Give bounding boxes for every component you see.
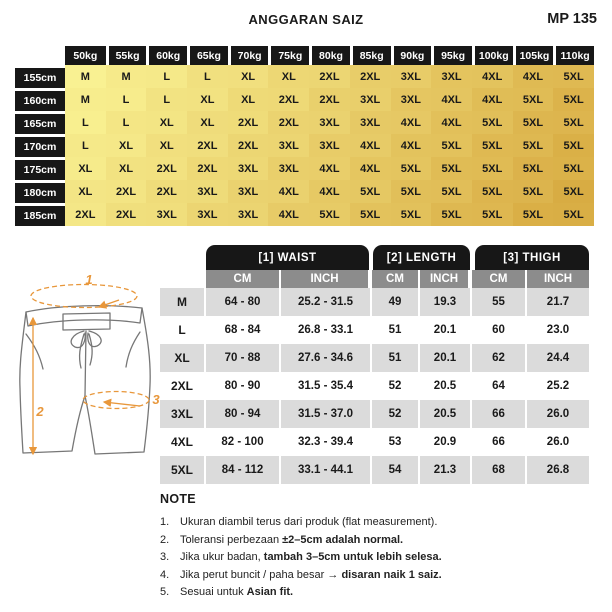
waist-ellipse bbox=[31, 285, 137, 308]
height-header: 180cm bbox=[15, 180, 65, 203]
size-cell: 5XL bbox=[472, 134, 513, 157]
measurement-value: 20.1 bbox=[420, 344, 472, 372]
measurement-value: 24.4 bbox=[527, 344, 589, 372]
size-cell: XL bbox=[146, 134, 187, 157]
size-cell: 3XL bbox=[228, 157, 269, 180]
callout-2: 2 bbox=[36, 404, 44, 419]
height-header: 160cm bbox=[15, 88, 65, 111]
size-cell: 2XL bbox=[146, 180, 187, 203]
measurement-value: 66 bbox=[472, 428, 527, 456]
measurement-value: 25.2 - 31.5 bbox=[281, 288, 372, 316]
size-cell: 3XL bbox=[268, 157, 309, 180]
unit-header-thigh-inch: INCH bbox=[527, 270, 589, 288]
size-cell: XL bbox=[106, 157, 147, 180]
size-label: 5XL bbox=[160, 456, 206, 484]
note-section bbox=[160, 492, 605, 602]
measurement-value: 66 bbox=[472, 400, 527, 428]
size-cell: 5XL bbox=[309, 203, 350, 226]
note-item-number: 1. bbox=[160, 516, 170, 528]
size-cell: M bbox=[106, 65, 147, 88]
measurement-value: 68 - 84 bbox=[206, 316, 281, 344]
right-pocket bbox=[126, 332, 140, 367]
weight-header: 65kg bbox=[187, 46, 228, 65]
measurement-value: 64 bbox=[472, 372, 527, 400]
size-cell: 4XL bbox=[350, 134, 391, 157]
size-cell: XL bbox=[146, 111, 187, 134]
measurement-value: 51 bbox=[372, 344, 420, 372]
weight-header: 50kg bbox=[65, 46, 106, 65]
size-cell: 4XL bbox=[309, 180, 350, 203]
height-header: 175cm bbox=[15, 157, 65, 180]
height-header: 165cm bbox=[15, 111, 65, 134]
measurement-value: 26.8 bbox=[527, 456, 589, 484]
left-pocket bbox=[26, 334, 43, 369]
size-cell: 2XL bbox=[268, 88, 309, 111]
note-item-text-bold: tambah 3–5cm untuk lebih selesa. bbox=[263, 551, 442, 563]
size-cell: 5XL bbox=[553, 111, 594, 134]
shorts-diagram bbox=[13, 250, 163, 472]
note-item-text-regular: Jika perut buncit / paha besar → bbox=[180, 568, 342, 581]
note-item-text bbox=[180, 514, 437, 532]
measurement-value: 53 bbox=[372, 428, 420, 456]
measurement-value: 80 - 94 bbox=[206, 400, 281, 428]
weight-header: 80kg bbox=[309, 46, 350, 65]
size-cell: 2XL bbox=[228, 111, 269, 134]
size-cell: 5XL bbox=[350, 203, 391, 226]
size-cell: 5XL bbox=[553, 65, 594, 88]
note-item-text-regular: Toleransi perbezaan bbox=[180, 533, 283, 546]
length-group-header: [2] LENGTH bbox=[373, 245, 470, 270]
size-cell: 2XL bbox=[309, 65, 350, 88]
size-cell: 3XL bbox=[228, 203, 269, 226]
size-cell: 5XL bbox=[513, 111, 554, 134]
size-cell: 4XL bbox=[309, 157, 350, 180]
unit-header-length-inch: INCH bbox=[420, 270, 472, 288]
size-cell: 3XL bbox=[228, 180, 269, 203]
size-cell: 5XL bbox=[391, 180, 432, 203]
size-label: 2XL bbox=[160, 372, 206, 400]
size-cell: 4XL bbox=[391, 134, 432, 157]
size-label: 4XL bbox=[160, 428, 206, 456]
size-cell: 5XL bbox=[513, 180, 554, 203]
measurement-value: 19.3 bbox=[420, 288, 472, 316]
callout-1: 1 bbox=[85, 272, 93, 287]
size-cell: 2XL bbox=[65, 203, 106, 226]
measurement-value: 23.0 bbox=[527, 316, 589, 344]
measurement-value: 20.1 bbox=[420, 316, 472, 344]
size-cell: 5XL bbox=[513, 157, 554, 180]
measurement-value: 51 bbox=[372, 316, 420, 344]
size-cell: 5XL bbox=[553, 134, 594, 157]
drawstring-panel bbox=[63, 313, 110, 330]
size-cell: 5XL bbox=[472, 111, 513, 134]
size-cell: 5XL bbox=[553, 180, 594, 203]
waist-group-header: [1] WAIST bbox=[206, 245, 369, 270]
size-cell: 4XL bbox=[268, 180, 309, 203]
weight-header: 70kg bbox=[228, 46, 269, 65]
string-right bbox=[89, 334, 92, 365]
note-item bbox=[160, 584, 605, 602]
size-cell: 3XL bbox=[391, 88, 432, 111]
size-cell: 5XL bbox=[431, 203, 472, 226]
note-heading: NOTE bbox=[160, 492, 196, 506]
size-cell: 4XL bbox=[350, 157, 391, 180]
size-cell: XL bbox=[268, 65, 309, 88]
size-cell: 3XL bbox=[268, 134, 309, 157]
size-cell: 3XL bbox=[187, 203, 228, 226]
size-cell: L bbox=[187, 65, 228, 88]
note-item-text-regular: Sesuai untuk bbox=[180, 586, 247, 598]
shorts-outline bbox=[20, 306, 150, 454]
callout-3: 3 bbox=[152, 392, 160, 407]
size-label: L bbox=[160, 316, 206, 344]
size-cell: 3XL bbox=[391, 65, 432, 88]
measurement-value: 54 bbox=[372, 456, 420, 484]
size-cell: 3XL bbox=[146, 203, 187, 226]
size-label: 3XL bbox=[160, 400, 206, 428]
measurement-value: 31.5 - 37.0 bbox=[281, 400, 372, 428]
measurement-value: 26.0 bbox=[527, 428, 589, 456]
height-header: 170cm bbox=[15, 134, 65, 157]
thigh-arrow bbox=[104, 402, 140, 406]
measurement-value: 31.5 - 35.4 bbox=[281, 372, 372, 400]
size-cell: 4XL bbox=[431, 88, 472, 111]
size-cell: 5XL bbox=[553, 203, 594, 226]
size-cell: 5XL bbox=[431, 157, 472, 180]
measurement-value: 20.5 bbox=[420, 372, 472, 400]
size-cell: 2XL bbox=[268, 111, 309, 134]
size-cell: 4XL bbox=[472, 65, 513, 88]
weight-header: 85kg bbox=[350, 46, 391, 65]
size-cell: XL bbox=[228, 65, 269, 88]
measurement-value: 84 - 112 bbox=[206, 456, 281, 484]
measurement-value: 33.1 - 44.1 bbox=[281, 456, 372, 484]
note-item-number: 4. bbox=[160, 568, 170, 581]
measurement-value: 68 bbox=[472, 456, 527, 484]
note-item-number: 5. bbox=[160, 586, 170, 598]
height-header: 185cm bbox=[15, 203, 65, 226]
unit-header-length-cm: CM bbox=[372, 270, 420, 288]
waistband bbox=[26, 306, 142, 326]
measurement-value: 26.8 - 33.1 bbox=[281, 316, 372, 344]
weight-header: 105kg bbox=[513, 46, 554, 65]
note-item-text-regular: Jika ukur badan, bbox=[180, 551, 264, 563]
size-cell: XL bbox=[187, 88, 228, 111]
note-item-text-bold: Asian fit. bbox=[246, 586, 294, 598]
measurement-value: 26.0 bbox=[527, 400, 589, 428]
note-item-text bbox=[180, 532, 403, 550]
size-cell: L bbox=[106, 111, 147, 134]
weight-header: 75kg bbox=[268, 46, 309, 65]
matrix-corner-spacer bbox=[15, 46, 65, 65]
note-item-text bbox=[180, 584, 293, 602]
size-cell: XL bbox=[65, 180, 106, 203]
size-label: M bbox=[160, 288, 206, 316]
size-cell: 5XL bbox=[431, 134, 472, 157]
string-left bbox=[80, 334, 84, 368]
weight-header: 55kg bbox=[106, 46, 147, 65]
size-cell: 3XL bbox=[350, 111, 391, 134]
size-cell: 2XL bbox=[187, 134, 228, 157]
note-item-text bbox=[180, 549, 442, 567]
product-code: MP 135 bbox=[547, 11, 597, 27]
size-cell: XL bbox=[228, 88, 269, 111]
measurement-value: 70 - 88 bbox=[206, 344, 281, 372]
measurement-value: 82 - 100 bbox=[206, 428, 281, 456]
measurement-value: 21.3 bbox=[420, 456, 472, 484]
size-cell: 2XL bbox=[106, 203, 147, 226]
unit-header-thigh-cm: CM bbox=[472, 270, 527, 288]
size-cell: 2XL bbox=[350, 65, 391, 88]
measurement-value: 32.3 - 39.4 bbox=[281, 428, 372, 456]
size-cell: M bbox=[65, 65, 106, 88]
note-item-text bbox=[180, 567, 442, 585]
size-cell: 5XL bbox=[391, 203, 432, 226]
note-item-text-regular: Ukuran diambil terus dari produk (flat measurement). bbox=[180, 516, 438, 528]
size-cell: 2XL bbox=[228, 134, 269, 157]
size-cell: 2XL bbox=[146, 157, 187, 180]
size-matrix bbox=[15, 46, 594, 226]
size-cell: 5XL bbox=[391, 157, 432, 180]
weight-header: 100kg bbox=[472, 46, 513, 65]
size-cell: 5XL bbox=[472, 180, 513, 203]
size-cell: 5XL bbox=[553, 88, 594, 111]
note-item bbox=[160, 567, 605, 585]
size-cell: XL bbox=[187, 111, 228, 134]
size-cell: 5XL bbox=[431, 180, 472, 203]
measurement-value: 62 bbox=[472, 344, 527, 372]
size-cell: XL bbox=[65, 157, 106, 180]
size-cell: 3XL bbox=[350, 88, 391, 111]
weight-header: 110kg bbox=[553, 46, 594, 65]
measure-annotations bbox=[31, 285, 149, 455]
measurement-value: 49 bbox=[372, 288, 420, 316]
measurement-value: 52 bbox=[372, 372, 420, 400]
size-cell: 5XL bbox=[513, 134, 554, 157]
unit-header-waist-inch: INCH bbox=[281, 270, 372, 288]
measurement-value: 60 bbox=[472, 316, 527, 344]
size-cell: 3XL bbox=[431, 65, 472, 88]
size-cell: L bbox=[65, 111, 106, 134]
size-cell: 4XL bbox=[391, 111, 432, 134]
size-cell: M bbox=[65, 88, 106, 111]
note-item bbox=[160, 549, 605, 567]
size-cell: 4XL bbox=[472, 88, 513, 111]
measurement-table bbox=[160, 245, 589, 484]
note-item-text-bold: disaran naik 1 saiz. bbox=[341, 568, 442, 581]
measurement-value: 64 - 80 bbox=[206, 288, 281, 316]
unit-header-waist-cm: CM bbox=[206, 270, 281, 288]
measurement-value: 55 bbox=[472, 288, 527, 316]
size-cell: 5XL bbox=[553, 157, 594, 180]
size-cell: L bbox=[146, 65, 187, 88]
note-item-number: 2. bbox=[160, 533, 170, 546]
size-cell: L bbox=[106, 88, 147, 111]
measurement-value: 21.7 bbox=[527, 288, 589, 316]
size-cell: L bbox=[65, 134, 106, 157]
note-item bbox=[160, 514, 605, 532]
measurement-value: 80 - 90 bbox=[206, 372, 281, 400]
note-item-text-bold: ±2–5cm adalah normal. bbox=[282, 533, 404, 546]
size-cell: 2XL bbox=[106, 180, 147, 203]
size-cell: L bbox=[146, 88, 187, 111]
page-title: ANGGARAN SAIZ bbox=[248, 12, 364, 27]
measurement-value: 20.5 bbox=[420, 400, 472, 428]
size-cell: 5XL bbox=[472, 203, 513, 226]
note-item-number: 3. bbox=[160, 551, 170, 563]
weight-header: 95kg bbox=[431, 46, 472, 65]
size-cell: XL bbox=[106, 134, 147, 157]
size-cell: 4XL bbox=[268, 203, 309, 226]
note-item bbox=[160, 532, 605, 550]
size-cell: 3XL bbox=[309, 111, 350, 134]
thigh-group-header: [3] THIGH bbox=[475, 245, 589, 270]
measurement-value: 25.2 bbox=[527, 372, 589, 400]
size-cell: 5XL bbox=[472, 157, 513, 180]
size-cell: 2XL bbox=[187, 157, 228, 180]
height-header: 155cm bbox=[15, 65, 65, 88]
weight-header: 60kg bbox=[146, 46, 187, 65]
size-cell: 5XL bbox=[513, 203, 554, 226]
size-cell: 3XL bbox=[187, 180, 228, 203]
measurement-value: 27.6 - 34.6 bbox=[281, 344, 372, 372]
note-list bbox=[160, 514, 605, 602]
size-cell: 2XL bbox=[309, 88, 350, 111]
measurement-value: 52 bbox=[372, 400, 420, 428]
size-cell: 4XL bbox=[513, 65, 554, 88]
measurement-table-corner-spacer bbox=[160, 245, 206, 288]
size-label: XL bbox=[160, 344, 206, 372]
weight-header: 90kg bbox=[391, 46, 432, 65]
size-cell: 5XL bbox=[350, 180, 391, 203]
left-leg bbox=[20, 312, 85, 453]
size-cell: 4XL bbox=[431, 111, 472, 134]
measurement-value: 20.9 bbox=[420, 428, 472, 456]
size-cell: 3XL bbox=[309, 134, 350, 157]
size-cell: 5XL bbox=[513, 88, 554, 111]
